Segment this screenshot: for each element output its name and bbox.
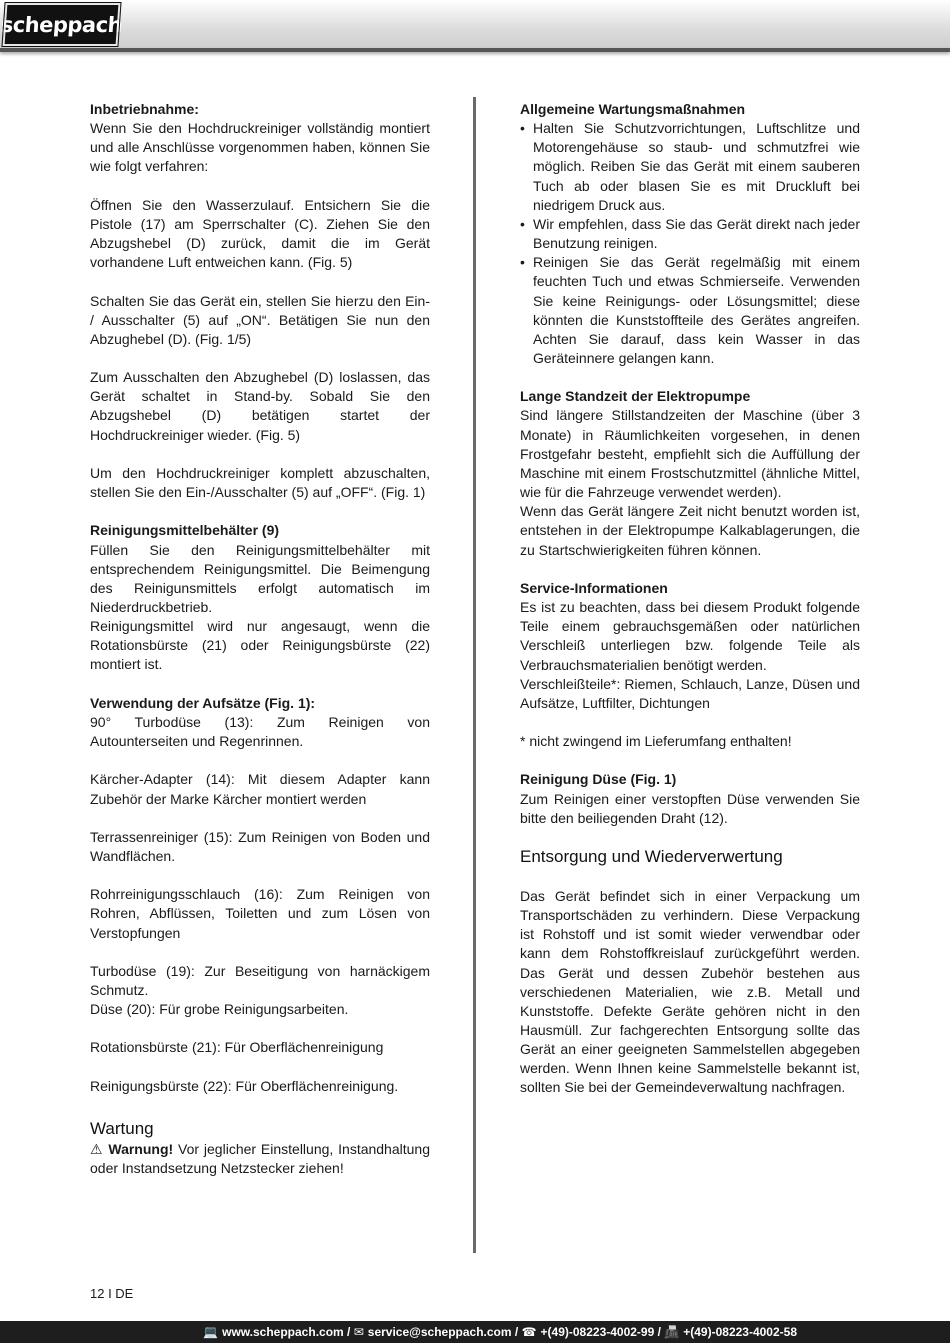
maintenance-bullet-list xyxy=(520,119,860,368)
list-item xyxy=(520,253,860,368)
mail-icon: ✉ xyxy=(353,1325,364,1339)
paragraph: Es ist zu beachten, dass bei diesem Produkt folgende Teile einem gebrauchsgemäßen oder natürlichen Verschleiß unterliegen bzw. folgende Teile als Verbrauchsmaterialien benötigt werden. xyxy=(520,599,860,673)
paragraph: Zum Reinigen einer verstopften Düse verwenden Sie bitte den beiliegenden Draht (12). xyxy=(520,790,860,826)
paragraph: Reinigungsmittel wird nur angesaugt, wenn die Rotationsbürste (21) oder Reinigungsbürste (22) montiert ist. xyxy=(90,618,430,673)
paragraph: Turbodüse (19): Zur Beseitigung von harnäckigem Schmutz. xyxy=(90,962,430,999)
paragraph: Schalten Sie das Gerät ein, stellen Sie hierzu den Ein- / Ausschalter (5) auf „ON“. Betätigen Sie nun den Abzughebel (D). (Fig. 1/5) xyxy=(90,292,430,347)
column-divider xyxy=(473,97,476,1253)
paragraph: Das Gerät befindet sich in einer Verpackung um Transportschäden zu verhindern. Diese Verpackung ist Rohstoff und ist somit wieder verwendbar oder kann dem Rohstoffkreislauf zurückgeführt werden. Das Gerät und dessen Zubehör bestehen aus verschiedenen Materialien, wie z.B. Metall und Kunststoffe. Defekte Geräte gehören nicht in den Hausmüll. Zur fachgerechten Entsorgung sollte das Gerät an einer geeigneten Sammelstellen abgegeben werden. Wenn Ihnen keine Sammelstelle bekannt ist, sollten Sie bei der Gemeindeverwaltung nachfragen. xyxy=(520,887,860,1096)
bullet-icon: • xyxy=(520,254,525,271)
bullet-icon: • xyxy=(520,215,525,232)
page-number: 12 I DE xyxy=(90,1286,134,1301)
paragraph: Reinigungsbürste (22): Für Oberflächenreinigung. xyxy=(90,1077,399,1094)
scheppach-logo: scheppach xyxy=(2,3,120,46)
list-item xyxy=(520,119,860,215)
paragraph: Füllen Sie den Reinigungsmittelbehälter mit entsprechendem Reinigungsmittel. Die Beimengung des Reinigunsmittels erfolgt automatisch im Niederdruckbetrieb. xyxy=(90,541,430,615)
list-item-text: Halten Sie Schutzvorrichtungen, Luftschlitze und Motorengehäuse so staub- und schmutzfrei wie möglich. Reiben Sie das Gerät mit einem sauberen Tuch ab oder blasen Sie es mit Druckluft bei niedrigem Druck aus. xyxy=(533,120,860,213)
page-footer xyxy=(0,1321,950,1343)
computer-icon: 💻 xyxy=(203,1325,219,1339)
paragraph: Verschleißteile*: Riemen, Schlauch, Lanze, Düsen und Aufsätze, Luftfilter, Dichtungen xyxy=(520,675,860,711)
fax-icon: 📠 xyxy=(664,1325,680,1339)
warning-icon: ⚠ xyxy=(90,1140,104,1157)
section-heading-aufsaetze: Verwendung der Aufsätze (Fig. 1): xyxy=(90,694,316,711)
paragraph: Düse (20): Für grobe Reinigungsarbeiten. xyxy=(90,1001,349,1018)
warning-text: Vor jeglicher Einstellung, Instandhaltung oder Instandsetzung Netzstecker ziehen! xyxy=(90,1140,430,1177)
section-heading-wartungsmassnahmen: Allgemeine Wartungsmaßnahmen xyxy=(520,101,746,117)
list-item-text: Wir empfehlen, dass Sie das Gerät direkt nach jeder Benutzung reinigen. xyxy=(533,215,860,252)
paragraph: Zum Ausschalten den Abzughebel (D) loslassen, das Gerät schaltet in Stand-by. Sobald Sie den Abzugshebel (D) betätigen startet der Hochdruckreiniger wieder. (Fig. 5) xyxy=(90,369,430,443)
section-title-wartung: Wartung xyxy=(90,1118,154,1138)
list-item xyxy=(520,215,860,253)
footer-website: www.scheppach.com / xyxy=(222,1325,351,1339)
section-heading-reinigungsmittel: Reinigungsmittelbehälter (9) xyxy=(90,522,280,539)
footer-phone: +(49)-08223-4002-99 / xyxy=(540,1325,661,1339)
page-header xyxy=(0,0,950,48)
phone-icon: ☎ xyxy=(521,1325,537,1339)
paragraph: Sind längere Stillstandzeiten der Maschine (über 3 Monate) in Räumlichkeiten vorgesehen, in denen Frostgefahr besteht, empfiehlt sich die Auffüllung der Maschine mit einem Frostschutzmittel (ähnliche Mittel, wie für die Fahrzeuge verwendet werden). xyxy=(520,407,860,501)
bullet-icon: • xyxy=(520,120,525,137)
footnote: * nicht zwingend im Lieferumfang enthalten! xyxy=(520,733,792,750)
paragraph: 90° Turbodüse (13): Zum Reinigen von Autounterseiten und Regenrinnen. xyxy=(90,713,430,750)
right-column xyxy=(520,100,860,1117)
paragraph: Rotationsbürste (21): Für Oberflächenreinigung xyxy=(90,1039,384,1056)
paragraph: Terrassenreiniger (15): Zum Reinigen von Boden und Wandflächen. xyxy=(90,828,430,864)
footer-fax: +(49)-08223-4002-58 xyxy=(683,1325,797,1339)
section-heading-standzeit: Lange Standzeit der Elektropumpe xyxy=(520,388,751,405)
list-item-text: Reinigen Sie das Gerät regelmäßig mit einem feuchten Tuch und etwas Schmierseife. Verwenden Sie keine Reinigungs- oder Lösungsmittel; diese könnten die Kunststoffteile des Gerätes angreifen. Achten Sie darauf, dass kein Wasser in das Geräteinnere gelangen kann. xyxy=(533,254,860,367)
header-divider xyxy=(0,48,950,52)
paragraph: Kärcher-Adapter (14): Mit diesem Adapter kann Zubehör der Marke Kärcher montiert werden xyxy=(90,771,430,807)
warning-paragraph xyxy=(90,1140,430,1178)
footer-email: service@scheppach.com / xyxy=(367,1325,519,1339)
paragraph: Wenn Sie den Hochdruckreiniger vollständig montiert und alle Anschlüsse vorgenommen haben, können Sie wie folgt verfahren: xyxy=(90,120,430,175)
section-heading-service: Service-Informationen xyxy=(520,579,668,596)
paragraph: Öffnen Sie den Wasserzulauf. Entsichern Sie die Pistole (17) am Sperrschalter (C). Ziehen Sie den Abzugshebel (D) zurück, damit die im Gerät vorhandene Luft entweichen kann. (Fig. 5) xyxy=(90,196,430,271)
paragraph: Wenn das Gerät längere Zeit nicht benutzt worden ist, entstehen in der Elektropumpe Kalkablagerungen, die zu Startschwierigkeiten führen können. xyxy=(520,503,860,558)
warning-label: Warnung! xyxy=(108,1140,174,1157)
paragraph: Rohrreinigungsschlauch (16): Zum Reinigen von Rohren, Abflüssen, Toiletten und zum Lösen von Verstopfungen xyxy=(90,886,430,941)
section-heading-inbetriebnahme: Inbetriebnahme: xyxy=(90,101,199,117)
section-title-entsorgung: Entsorgung und Wiederverwertung xyxy=(520,846,783,866)
left-column xyxy=(90,100,430,1178)
paragraph: Um den Hochdruckreiniger komplett abzuschalten, stellen Sie den Ein-/Ausschalter (5) auf „OFF“. (Fig. 1) xyxy=(90,464,430,501)
section-heading-duese: Reinigung Düse (Fig. 1) xyxy=(520,771,677,788)
